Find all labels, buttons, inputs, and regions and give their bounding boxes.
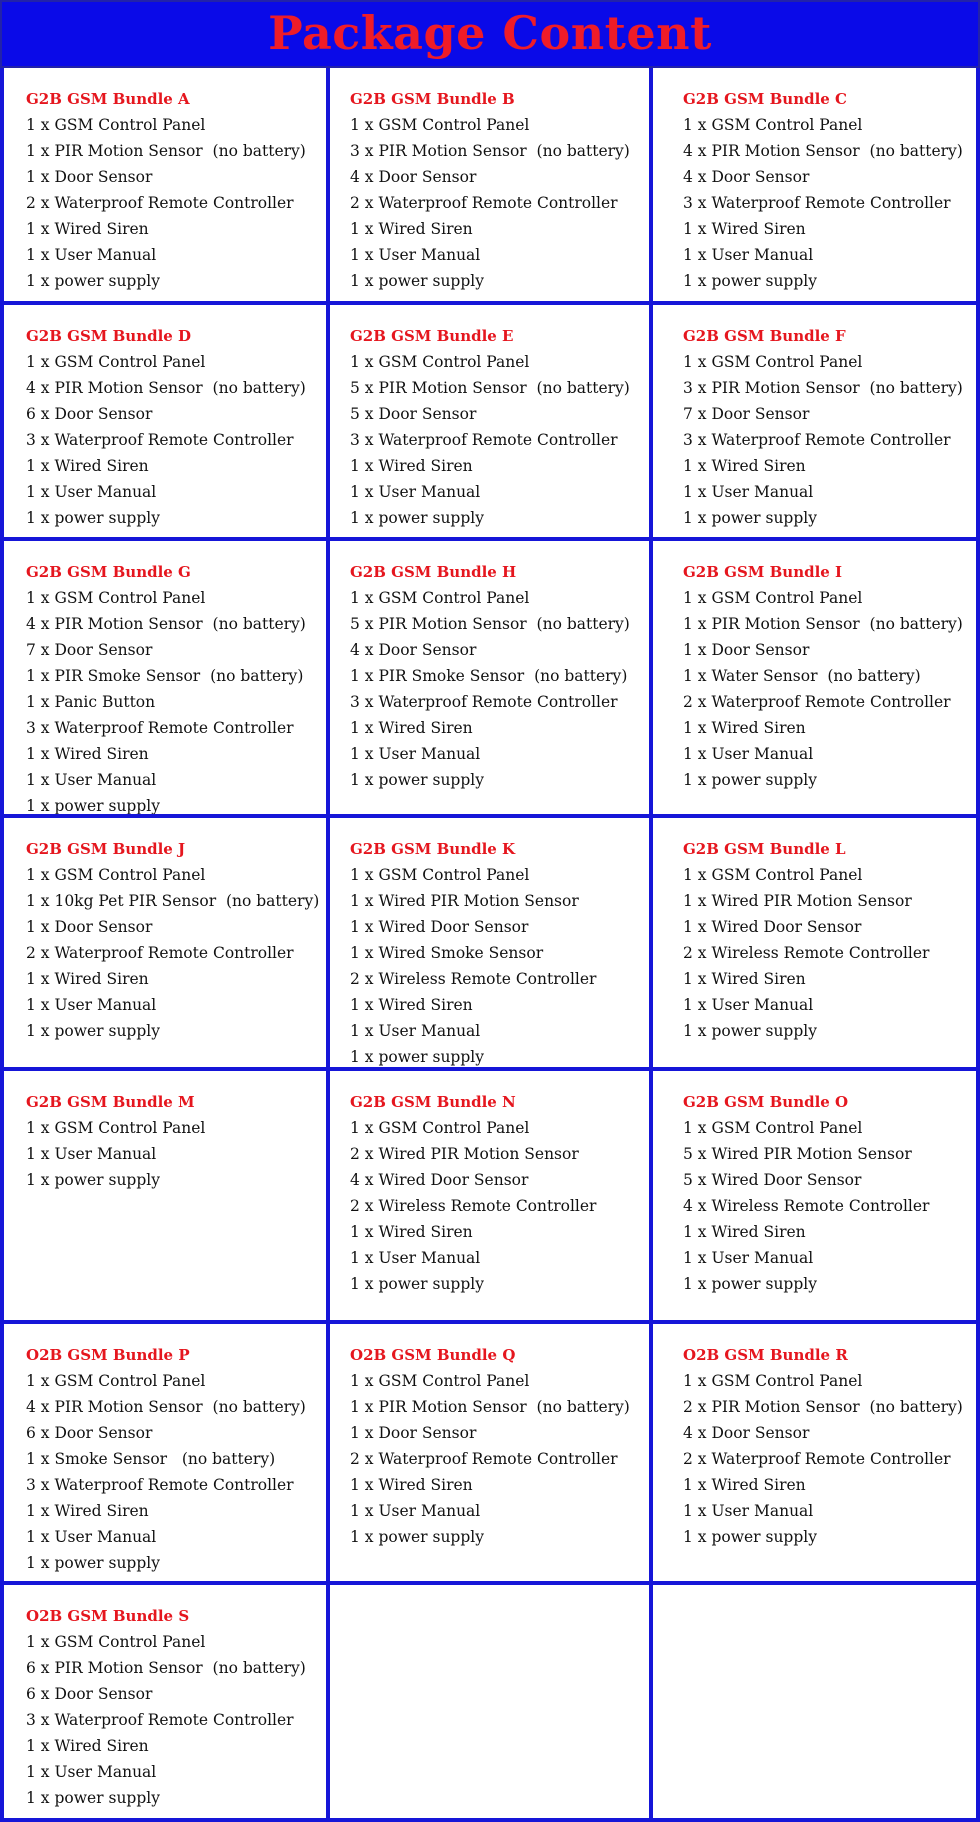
bundle-title: G2B GSM Bundle N [350, 1093, 516, 1111]
bundle-item: 1 x GSM Control Panel [683, 866, 863, 884]
bundle-item: 2 x PIR Motion Sensor (no battery) [683, 1398, 963, 1416]
bundle-item: 3 x Waterproof Remote Controller [350, 431, 618, 449]
bundle-item: 1 x power supply [683, 1528, 817, 1546]
bundle-item: 4 x Door Sensor [683, 1424, 810, 1442]
bundle-item: 1 x GSM Control Panel [350, 116, 530, 134]
bundle-item: 1 x User Manual [350, 1022, 481, 1040]
bundle-item: 1 x GSM Control Panel [683, 353, 863, 371]
bundle-item: 1 x power supply [26, 1171, 160, 1189]
bundle-item: 1 x Wired Siren [350, 1476, 473, 1494]
bundle-item: 1 x Wired Siren [26, 220, 149, 238]
bundle-item: 6 x Door Sensor [26, 405, 153, 423]
bundle-item: 2 x Waterproof Remote Controller [26, 194, 294, 212]
bundle-item: 1 x User Manual [683, 1249, 814, 1267]
bundle-item: 3 x Waterproof Remote Controller [26, 719, 294, 737]
bundle-item: 1 x power supply [683, 509, 817, 527]
bundle-item: 5 x Wired Door Sensor [683, 1171, 862, 1189]
bundle-item: 1 x GSM Control Panel [26, 866, 206, 884]
bundle-item: 1 x GSM Control Panel [350, 589, 530, 607]
bundle-card [649, 1324, 980, 1585]
bundle-item: 1 x GSM Control Panel [26, 116, 206, 134]
bundle-card [326, 1324, 649, 1585]
bundle-item: 1 x GSM Control Panel [26, 353, 206, 371]
bundle-item: 1 x User Manual [683, 1502, 814, 1520]
bundle-card [649, 1071, 980, 1324]
bundle-title: G2B GSM Bundle H [350, 563, 517, 581]
bundle-item: 1 x Panic Button [26, 693, 156, 711]
bundle-item: 1 x Wired Siren [683, 457, 806, 475]
bundle-item: 2 x Waterproof Remote Controller [350, 194, 618, 212]
bundle-card [0, 1585, 326, 1822]
bundle-title: G2B GSM Bundle J [26, 840, 186, 858]
bundle-item: 1 x GSM Control Panel [683, 116, 863, 134]
bundle-item: 1 x Door Sensor [683, 641, 810, 659]
bundle-item: 1 x Wired Siren [26, 745, 149, 763]
bundle-card [649, 818, 980, 1071]
bundle-card [326, 541, 649, 818]
bundle-item: 3 x Waterproof Remote Controller [350, 693, 618, 711]
bundle-item: 1 x PIR Motion Sensor (no battery) [350, 1398, 630, 1416]
bundle-grid [0, 68, 980, 1822]
bundle-item: 6 x PIR Motion Sensor (no battery) [26, 1659, 306, 1677]
bundle-item: 1 x Wired Siren [683, 970, 806, 988]
bundle-item: 3 x Waterproof Remote Controller [26, 1476, 294, 1494]
bundle-item: 1 x power supply [350, 1275, 484, 1293]
empty-cell [326, 1585, 649, 1822]
bundle-item: 1 x Door Sensor [26, 168, 153, 186]
bundle-item: 1 x power supply [350, 771, 484, 789]
bundle-title: G2B GSM Bundle A [26, 90, 190, 108]
bundle-item: 1 x GSM Control Panel [683, 1119, 863, 1137]
bundle-title: O2B GSM Bundle P [26, 1346, 190, 1364]
bundle-item: 3 x Waterproof Remote Controller [26, 431, 294, 449]
bundle-item: 2 x Waterproof Remote Controller [26, 944, 294, 962]
bundle-item: 1 x Wired Smoke Sensor [350, 944, 544, 962]
bundle-item: 1 x Wired Siren [350, 996, 473, 1014]
bundle-title: G2B GSM Bundle G [26, 563, 191, 581]
bundle-item: 1 x User Manual [26, 1145, 157, 1163]
bundle-item: 4 x PIR Motion Sensor (no battery) [26, 379, 306, 397]
bundle-item: 1 x Wired Siren [26, 457, 149, 475]
bundle-item: 1 x power supply [26, 272, 160, 290]
bundle-item: 1 x Wired Siren [683, 1223, 806, 1241]
bundle-item: 3 x Waterproof Remote Controller [683, 194, 951, 212]
bundle-item: 1 x Wired Door Sensor [350, 918, 529, 936]
bundle-item: 1 x 10kg Pet PIR Sensor (no battery) [26, 892, 320, 910]
bundle-card [0, 1324, 326, 1585]
bundle-item: 4 x Wired Door Sensor [350, 1171, 529, 1189]
bundle-card [649, 305, 980, 541]
bundle-item: 1 x power supply [350, 1048, 484, 1066]
bundle-title: G2B GSM Bundle D [26, 327, 192, 345]
bundle-item: 1 x User Manual [26, 483, 157, 501]
bundle-item: 1 x Wired Siren [350, 719, 473, 737]
bundle-card [0, 541, 326, 818]
bundle-item: 1 x Wired Door Sensor [683, 918, 862, 936]
bundle-item: 1 x User Manual [683, 246, 814, 264]
bundle-card [0, 305, 326, 541]
bundle-title: G2B GSM Bundle B [350, 90, 515, 108]
bundle-title: O2B GSM Bundle Q [350, 1346, 516, 1364]
bundle-item: 1 x GSM Control Panel [350, 866, 530, 884]
bundle-item: 1 x PIR Motion Sensor (no battery) [26, 142, 306, 160]
bundle-item: 1 x Water Sensor (no battery) [683, 667, 921, 685]
bundle-item: 1 x power supply [350, 509, 484, 527]
bundle-item: 1 x power supply [350, 272, 484, 290]
bundle-title: G2B GSM Bundle F [683, 327, 846, 345]
bundle-item: 1 x User Manual [26, 996, 157, 1014]
bundle-card [649, 68, 980, 305]
title-banner [0, 0, 980, 68]
page-title: Package Content [268, 6, 712, 60]
bundle-item: 5 x Wired PIR Motion Sensor [683, 1145, 912, 1163]
bundle-item: 1 x Wired Siren [683, 220, 806, 238]
bundle-item: 1 x User Manual [683, 996, 814, 1014]
bundle-item: 2 x Waterproof Remote Controller [683, 1450, 951, 1468]
bundle-item: 1 x power supply [26, 1022, 160, 1040]
bundle-title: G2B GSM Bundle L [683, 840, 846, 858]
empty-cell [649, 1585, 980, 1822]
bundle-item: 6 x Door Sensor [26, 1424, 153, 1442]
bundle-item: 1 x Wired PIR Motion Sensor [683, 892, 912, 910]
bundle-item: 3 x PIR Motion Sensor (no battery) [683, 379, 963, 397]
bundle-item: 1 x Wired Siren [350, 1223, 473, 1241]
bundle-item: 1 x Door Sensor [26, 918, 153, 936]
bundle-item: 1 x power supply [26, 1789, 160, 1807]
bundle-item: 5 x PIR Motion Sensor (no battery) [350, 379, 630, 397]
bundle-item: 1 x GSM Control Panel [26, 589, 206, 607]
bundle-item: 2 x Waterproof Remote Controller [350, 1450, 618, 1468]
bundle-item: 1 x Wired Siren [26, 1737, 149, 1755]
bundle-item: 1 x Door Sensor [350, 1424, 477, 1442]
bundle-item: 1 x GSM Control Panel [26, 1119, 206, 1137]
bundle-item: 4 x Wireless Remote Controller [683, 1197, 930, 1215]
bundle-item: 1 x power supply [683, 771, 817, 789]
bundle-card [649, 541, 980, 818]
bundle-item: 4 x PIR Motion Sensor (no battery) [26, 615, 306, 633]
bundle-item: 1 x User Manual [350, 1249, 481, 1267]
bundle-item: 2 x Wireless Remote Controller [350, 970, 597, 988]
bundle-title: O2B GSM Bundle S [26, 1607, 190, 1625]
bundle-title: G2B GSM Bundle O [683, 1093, 849, 1111]
bundle-title: O2B GSM Bundle R [683, 1346, 848, 1364]
bundle-item: 1 x Wired Siren [683, 719, 806, 737]
bundle-item: 1 x power supply [683, 272, 817, 290]
bundle-item: 1 x User Manual [350, 483, 481, 501]
bundle-item: 1 x power supply [683, 1275, 817, 1293]
bundle-item: 1 x Wired Siren [350, 220, 473, 238]
bundle-title: G2B GSM Bundle M [26, 1093, 195, 1111]
bundle-item: 4 x Door Sensor [683, 168, 810, 186]
bundle-item: 4 x PIR Motion Sensor (no battery) [26, 1398, 306, 1416]
bundle-item: 1 x power supply [26, 509, 160, 527]
bundle-item: 1 x power supply [26, 797, 160, 815]
bundle-item: 1 x User Manual [26, 1763, 157, 1781]
bundle-item: 1 x Wired Siren [350, 457, 473, 475]
bundle-item: 1 x User Manual [683, 483, 814, 501]
bundle-item: 3 x Waterproof Remote Controller [26, 1711, 294, 1729]
bundle-item: 2 x Wired PIR Motion Sensor [350, 1145, 579, 1163]
bundle-item: 1 x GSM Control Panel [350, 353, 530, 371]
bundle-item: 6 x Door Sensor [26, 1685, 153, 1703]
bundle-item: 1 x GSM Control Panel [683, 1372, 863, 1390]
bundle-item: 1 x GSM Control Panel [26, 1633, 206, 1651]
bundle-item: 1 x Wired Siren [26, 1502, 149, 1520]
bundle-card [326, 305, 649, 541]
bundle-card [326, 1071, 649, 1324]
bundle-item: 1 x PIR Motion Sensor (no battery) [683, 615, 963, 633]
bundle-item: 1 x power supply [350, 1528, 484, 1546]
bundle-item: 1 x power supply [683, 1022, 817, 1040]
bundle-item: 1 x User Manual [350, 745, 481, 763]
bundle-item: 2 x Wireless Remote Controller [683, 944, 930, 962]
bundle-item: 1 x GSM Control Panel [683, 589, 863, 607]
bundle-item: 5 x Door Sensor [350, 405, 477, 423]
bundle-item: 1 x GSM Control Panel [26, 1372, 206, 1390]
bundle-item: 1 x User Manual [350, 246, 481, 264]
bundle-item: 1 x power supply [26, 1554, 160, 1572]
bundle-item: 1 x Wired Siren [26, 970, 149, 988]
bundle-item: 1 x Wired Siren [683, 1476, 806, 1494]
bundle-item: 1 x Wired PIR Motion Sensor [350, 892, 579, 910]
bundle-card [326, 818, 649, 1071]
bundle-item: 7 x Door Sensor [683, 405, 810, 423]
bundle-item: 1 x User Manual [26, 246, 157, 264]
bundle-item: 1 x PIR Smoke Sensor (no battery) [350, 667, 628, 685]
bundle-card [0, 818, 326, 1071]
bundle-card [0, 1071, 326, 1324]
bundle-item: 2 x Waterproof Remote Controller [683, 693, 951, 711]
bundle-item: 5 x PIR Motion Sensor (no battery) [350, 615, 630, 633]
bundle-item: 1 x PIR Smoke Sensor (no battery) [26, 667, 304, 685]
bundle-item: 4 x PIR Motion Sensor (no battery) [683, 142, 963, 160]
bundle-card [326, 68, 649, 305]
bundle-title: G2B GSM Bundle C [683, 90, 847, 108]
bundle-card [0, 68, 326, 305]
bundle-title: G2B GSM Bundle E [350, 327, 514, 345]
bundle-item: 1 x User Manual [350, 1502, 481, 1520]
bundle-item: 4 x Door Sensor [350, 641, 477, 659]
bundle-item: 2 x Wireless Remote Controller [350, 1197, 597, 1215]
bundle-item: 4 x Door Sensor [350, 168, 477, 186]
bundle-item: 1 x GSM Control Panel [350, 1119, 530, 1137]
bundle-item: 3 x PIR Motion Sensor (no battery) [350, 142, 630, 160]
bundle-item: 1 x User Manual [26, 771, 157, 789]
bundle-title: G2B GSM Bundle I [683, 563, 843, 581]
bundle-title: G2B GSM Bundle K [350, 840, 516, 858]
bundle-item: 1 x User Manual [683, 745, 814, 763]
bundle-item: 1 x Smoke Sensor (no battery) [26, 1450, 276, 1468]
bundle-item: 7 x Door Sensor [26, 641, 153, 659]
bundle-item: 1 x User Manual [26, 1528, 157, 1546]
bundle-item: 1 x GSM Control Panel [350, 1372, 530, 1390]
bundle-item: 3 x Waterproof Remote Controller [683, 431, 951, 449]
